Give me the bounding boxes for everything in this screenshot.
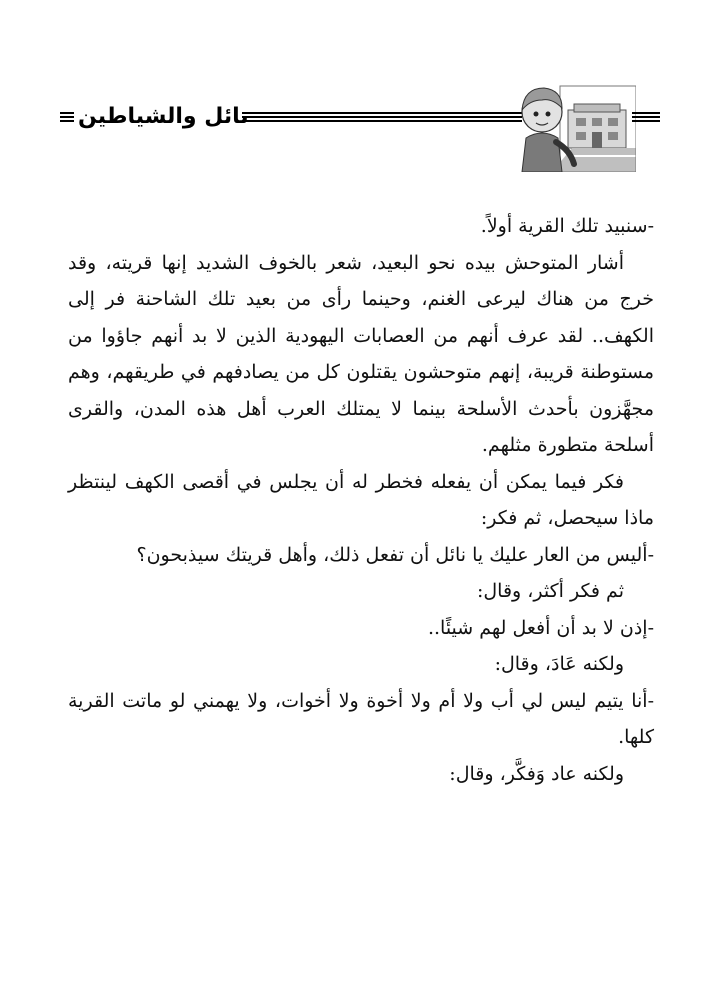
paragraph: ثم فكر أكثر، وقال:: [476, 580, 624, 602]
boy-illustration: [512, 76, 636, 172]
paragraph: ولكنه عاد وَفكَّر، وقال:: [449, 762, 624, 785]
paragraph: -سنبيد تلك القرية أولاً.: [480, 215, 654, 237]
paragraph: ولكنه عَادَ، وقال:: [494, 653, 624, 675]
header-rule-left: [60, 112, 74, 122]
paragraph: فكر فيما يمكن أن يفعله فخطر له أن يجلس في أقصى الكهف لينتظر ماذا سيحصل، ثم فكر:: [68, 470, 654, 529]
dialogue-line: -أليس من العار عليك يا نائل أن تفعل ذلك، وأهل قريتك سيذبحون؟: [136, 543, 654, 566]
header-rule-right: [632, 112, 660, 122]
chapter-title: نائل والشياطين: [78, 104, 249, 129]
story-text: [68, 208, 654, 792]
chapter-header: [60, 76, 660, 174]
header-rule-middle: [242, 112, 522, 122]
paragraph: أشار المتوحش بيده نحو البعيد، شعر بالخوف الشديد إنها قريته، وقد خرج من هناك ليرعى الغنم، وحينما رأى من بعيد تلك الشاحنة فر إلى الكهف.. لقد عرف أنهم من العصابات اليهودية الذين لا بد أنهم جاؤوا من مستوطنة قريبة، إنهم متوحشون يقتلون كل من يصادفهم في طريقهم، وهم مجهَّزون بأحدث الأسلحة بينما لا يمتلك العرب أهل هذه المدن، والقرى أسلحة متطورة مثلهم.: [68, 251, 654, 456]
dialogue-line: -أنا يتيم ليس لي أب ولا أم ولا أخوة ولا أخوات، ولا يهمني لو ماتت القرية كلها.: [68, 689, 654, 748]
dialogue-line: -إذن لا بد أن أفعل لهم شيئًا..: [427, 616, 654, 639]
